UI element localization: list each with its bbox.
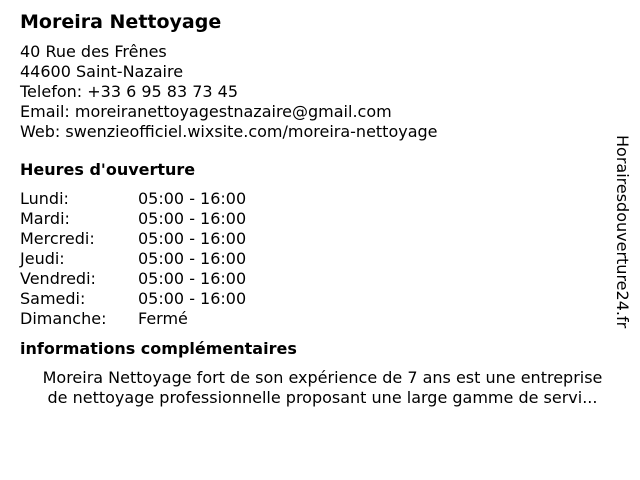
opening-hours-heading: Heures d'ouverture bbox=[20, 160, 196, 179]
day-label: Dimanche: bbox=[20, 309, 107, 328]
hours-row-wednesday bbox=[20, 229, 620, 249]
hours-row-sunday bbox=[20, 309, 620, 329]
day-hours: 05:00 - 16:00 bbox=[138, 249, 247, 268]
day-label: Samedi: bbox=[20, 289, 86, 308]
address-street: 40 Rue des Frênes bbox=[20, 42, 167, 61]
day-hours: Fermé bbox=[138, 309, 188, 328]
additional-info-heading: informations complémentaires bbox=[20, 339, 297, 358]
phone-number: Telefon: +33 6 95 83 73 45 bbox=[20, 82, 239, 101]
site-brand-vertical: Horairesdouverture24.fr bbox=[613, 135, 632, 329]
website-url: Web: swenzieofficiel.wixsite.com/moreira-nettoyage bbox=[20, 122, 438, 141]
description-line-2: de nettoyage professionnelle proposant une large gamme de servi... bbox=[47, 388, 598, 407]
opening-hours-table bbox=[20, 189, 620, 329]
hours-row-saturday bbox=[20, 289, 620, 309]
hours-row-monday bbox=[20, 189, 620, 209]
business-name: Moreira Nettoyage bbox=[20, 11, 222, 33]
day-label: Lundi: bbox=[20, 189, 69, 208]
business-card bbox=[20, 10, 620, 408]
day-hours: 05:00 - 16:00 bbox=[138, 189, 247, 208]
hours-row-tuesday bbox=[20, 209, 620, 229]
day-label: Mercredi: bbox=[20, 229, 95, 248]
day-hours: 05:00 - 16:00 bbox=[138, 209, 247, 228]
day-hours: 05:00 - 16:00 bbox=[138, 229, 247, 248]
day-label: Jeudi: bbox=[20, 249, 65, 268]
day-label: Vendredi: bbox=[20, 269, 96, 288]
email-address: Email: moreiranettoyagestnazaire@gmail.com bbox=[20, 102, 392, 121]
description-line-1: Moreira Nettoyage fort de son expérience de 7 ans est une entreprise bbox=[42, 368, 603, 387]
address-city: 44600 Saint-Nazaire bbox=[20, 62, 184, 81]
hours-row-friday bbox=[20, 269, 620, 289]
day-label: Mardi: bbox=[20, 209, 70, 228]
day-hours: 05:00 - 16:00 bbox=[138, 269, 247, 288]
day-hours: 05:00 - 16:00 bbox=[138, 289, 247, 308]
hours-row-thursday bbox=[20, 249, 620, 269]
